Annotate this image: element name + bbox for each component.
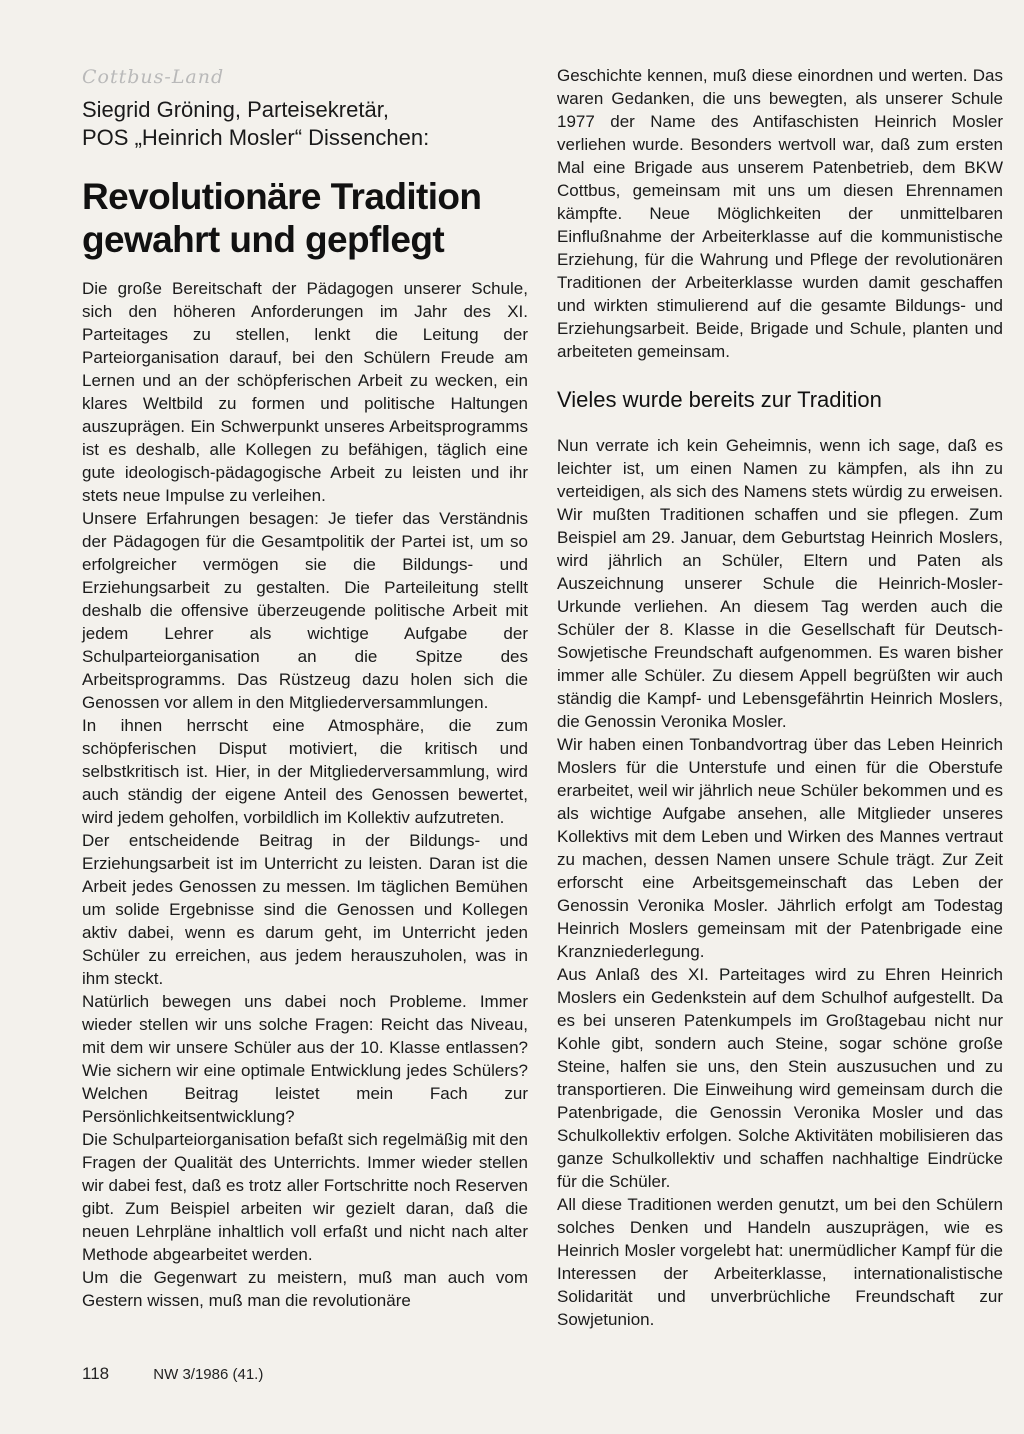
byline-line-2: POS „Heinrich Mosler“ Dissenchen: <box>82 125 430 150</box>
left-column-body <box>82 277 528 1312</box>
issue-reference: NW 3/1986 (41.) <box>153 1366 264 1383</box>
paragraph: Aus Anlaß des XI. Parteitages wird zu Ehren Heinrich Moslers ein Gedenkstein auf dem Schulhof aufgestellt. Da es bei unseren Patenkumpels im Großtagebau nicht nur Kohle gibt, sondern auch Steine, sogar schöne große Steine, halfen sie uns, den Stein auszusuchen und zu transportieren. Die Einweihung wird gemeinsam durch die Patenbrigade, die Genossin Veronika Mosler und das Schulkollektiv erfolgen. Solche Aktivitäten mobilisieren das ganze Schulkollektiv und schaffen nachhaltige Eindrücke für die Schüler. <box>557 965 1003 1191</box>
right-column-body-bottom <box>557 434 1003 1331</box>
paragraph: Wir haben einen Tonbandvortrag über das Leben Heinrich Moslers für die Unterstufe und einen für die Oberstufe erarbeitet, weil wir jährlich neue Schüler bekommen und es als wichtige Aufgabe ansehen, alle Mitglieder unseres Kollektivs mit dem Leben und Wirken des Mannes vertraut zu machen, dessen Namen unsere Schule trägt. Zur Zeit erforscht eine Arbeitsgemeinschaft das Leben der Genossin Veronika Mosler. Jährlich erfolgt am Todestag Heinrich Moslers gemeinsam mit der Patenbrigade eine Kranzniederlegung. <box>557 735 1003 961</box>
right-column-body-top <box>557 64 1003 363</box>
page-footer <box>82 1364 263 1384</box>
handwritten-note: Cottbus-Land <box>82 66 225 88</box>
section-subheading: Vieles wurde bereits zur Tradition <box>557 387 882 412</box>
headline-line-2: gewahrt und gepflegt <box>82 219 445 260</box>
page-number: 118 <box>82 1364 110 1383</box>
headline-line-1: Revolutionäre Tradition <box>82 176 482 217</box>
paragraph: Um die Gegenwart zu meistern, muß man auch vom Gestern wissen, muß man die revolutionäre <box>82 1268 528 1310</box>
paragraph: Unsere Erfahrungen besagen: Je tiefer das Verständnis der Pädagogen für die Gesamtpolitik der Partei ist, um so erfolgreicher vermögen sie die Bildungs- und Erziehungsarbeit zu gestalten. Die Parteileitung stellt deshalb die offensive überzeugende politische Arbeit mit jedem Lehrer als wichtige Aufgabe der Schulparteiorganisation an die Spitze des Arbeitsprogramms. Das Rüstzeug dazu holen sich die Genossen vor allem in den Mitgliederversammlungen. <box>82 509 528 712</box>
paragraph: Der entscheidende Beitrag in der Bildungs- und Erziehungsarbeit ist im Unterricht zu leisten. Daran ist die Arbeit jedes Genossen zu messen. Im täglichen Bemühen um solide Ergebnisse sind die Genossen und Kollegen aktiv dabei, wenn es darum geht, im Unterricht jeden Schüler zu erreichen, aus jedem herauszuholen, was in ihm steckt. <box>82 831 528 988</box>
paragraph: Die große Bereitschaft der Pädagogen unserer Schule, sich den höheren Anforderungen im Jahr des XI. Parteitages zu stellen, lenkt die Leitung der Parteiorganisation darauf, bei den Schülern Freude am Lernen und an der schöpferischen Arbeit zu wecken, ein klares Weltbild zu formen und politische Haltungen auszuprägen. Ein Schwerpunkt unseres Arbeitsprogramms ist es deshalb, alle Kollegen zu befähigen, täglich eine gute ideologisch-pädagogische Arbeit zu leisten und ihr stets neue Impulse zu verleihen. <box>82 279 528 505</box>
paragraph: In ihnen herrscht eine Atmosphäre, die zum schöpferischen Disput motiviert, die kritisch und selbstkritisch ist. Hier, in der Mitgliederversammlung, wird auch ständig der eigene Anteil des Genossen bewertet, wird jedem geholfen, vorbildlich im Kollektiv aufzutreten. <box>82 716 528 827</box>
paragraph: Die Schulparteiorganisation befaßt sich regelmäßig mit den Fragen der Qualität des Unterrichts. Immer wieder stellen wir dabei fest, daß es trotz aller Fortschritte noch Reserven gibt. Zum Beispiel arbeiten wir gezielt daran, daß die neuen Lehrpläne inhaltlich voll erfaßt und nicht nach alter Methode abgearbeitet werden. <box>82 1130 529 1264</box>
paragraph: Geschichte kennen, muß diese einordnen und werten. Das waren Gedanken, die uns bewegten, als unserer Schule 1977 der Name des Antifaschisten Heinrich Mosler verliehen wurde. Besonders wertvoll war, daß zum ersten Mal eine Brigade aus unserem Patenbetrieb, dem BKW Cottbus, gemeinsam mit uns um diesen Ehrennamen kämpfte. Neue Möglichkeiten der unmittelbaren Einflußnahme der Arbeiterklasse auf die kommunistische Erziehung, für die Wahrung und Pflege der revolutionären Traditionen der Arbeiterklasse wurden damit geschaffen und wirkten stimulierend auf die gesamte Bildungs- und Erziehungsarbeit. Beide, Brigade und Schule, planten und arbeiteten gemeinsam. <box>557 66 1003 361</box>
paragraph: All diese Traditionen werden genutzt, um bei den Schülern solches Denken und Handeln auszuprägen, wie es Heinrich Mosler vorgelebt hat: unermüdlicher Kampf für die Interessen der Arbeiterklasse, internationalistische Solidarität und unverbrüchliche Freundschaft zur Sowjetunion. <box>557 1195 1003 1329</box>
paragraph: Natürlich bewegen uns dabei noch Probleme. Immer wieder stellen wir uns solche Fragen: Reicht das Niveau, mit dem wir unsere Schüler aus der 10. Klasse entlassen? Wie sichern wir eine optimale Entwicklung jedes Schülers? Welchen Beitrag leistet mein Fach zur Persönlichkeitsentwicklung? <box>82 992 528 1126</box>
paragraph: Nun verrate ich kein Geheimnis, wenn ich sage, daß es leichter ist, um einen Namen zu kämpfen, als ihn zu verteidigen, als sich des Namens stets würdig zu erweisen. Wir mußten Traditionen schaffen und sie pflegen. Zum Beispiel am 29. Januar, dem Geburtstag Heinrich Moslers, wird jährlich an Schüler, Eltern und Paten als Auszeichnung unserer Schule die Heinrich-Mosler-Urkunde verliehen. An diesem Tag werden auch die Schüler der 8. Klasse in die Gesellschaft für Deutsch-Sowjetische Freundschaft aufgenommen. Es waren bisher immer alle Schüler. Zu diesem Appell begrüßten wir auch ständig die Kampf- und Lebensgefährtin Heinrich Moslers, die Genossin Veronika Mosler. <box>557 436 1003 731</box>
byline-line-1: Siegrid Gröning, Parteisekretär, <box>82 97 389 122</box>
article-headline <box>82 175 528 261</box>
author-byline <box>82 96 528 152</box>
